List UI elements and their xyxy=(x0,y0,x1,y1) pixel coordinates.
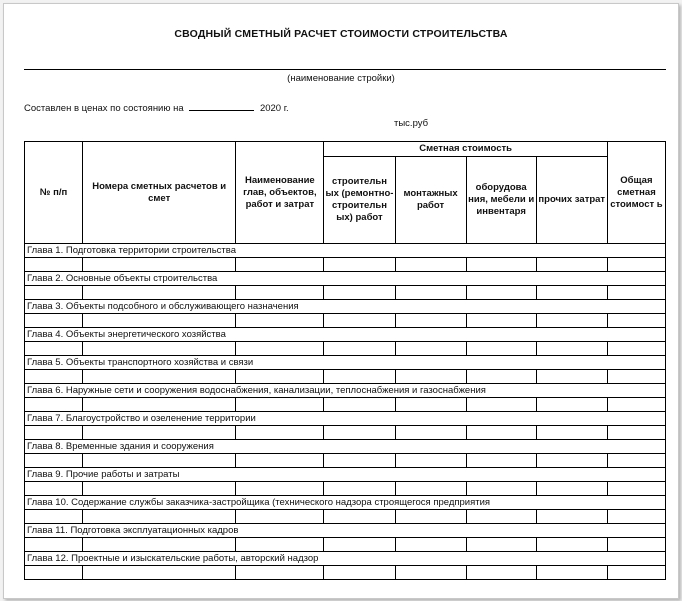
chapter-data-row xyxy=(25,566,666,580)
price-date-year: 2020 г. xyxy=(259,103,289,114)
table-cell[interactable] xyxy=(83,566,236,580)
chapter-data-row xyxy=(25,510,666,524)
project-name-line xyxy=(24,69,666,70)
chapter-row xyxy=(25,440,666,454)
chapter-title: Глава 8. Временные здания и сооружения xyxy=(25,440,666,454)
table-cell[interactable] xyxy=(395,566,466,580)
table-cell[interactable] xyxy=(536,482,607,496)
table-cell[interactable] xyxy=(236,454,324,468)
table-cell[interactable] xyxy=(536,314,607,328)
table-cell[interactable] xyxy=(83,426,236,440)
chapter-data-row xyxy=(25,370,666,384)
table-cell[interactable] xyxy=(83,342,236,356)
table-cell[interactable] xyxy=(25,454,83,468)
chapter-row xyxy=(25,552,666,566)
table-cell[interactable] xyxy=(25,398,83,412)
table-cell[interactable] xyxy=(395,510,466,524)
table-cell[interactable] xyxy=(324,370,395,384)
table-cell[interactable] xyxy=(83,286,236,300)
header-installation: монтажных работ xyxy=(395,157,466,244)
table-cell[interactable] xyxy=(607,314,665,328)
table-cell[interactable] xyxy=(607,426,665,440)
table-cell[interactable] xyxy=(236,482,324,496)
table-cell[interactable] xyxy=(536,426,607,440)
table-cell[interactable] xyxy=(536,286,607,300)
chapter-data-row xyxy=(25,454,666,468)
table-cell[interactable] xyxy=(236,426,324,440)
table-cell[interactable] xyxy=(324,426,395,440)
chapter-data-row xyxy=(25,342,666,356)
table-cell[interactable] xyxy=(324,538,395,552)
table-cell[interactable] xyxy=(395,426,466,440)
table-cell[interactable] xyxy=(25,482,83,496)
table-cell[interactable] xyxy=(83,538,236,552)
table-cell[interactable] xyxy=(607,398,665,412)
table-cell[interactable] xyxy=(236,398,324,412)
table-cell[interactable] xyxy=(536,454,607,468)
header-estimates: Номера сметных расчетов и смет xyxy=(83,142,236,244)
table-cell[interactable] xyxy=(236,510,324,524)
chapter-row xyxy=(25,244,666,258)
table-cell[interactable] xyxy=(324,314,395,328)
table-cell[interactable] xyxy=(395,482,466,496)
table-cell[interactable] xyxy=(83,314,236,328)
table-cell[interactable] xyxy=(607,342,665,356)
chapter-row xyxy=(25,384,666,398)
project-name-caption: (наименование стройки) xyxy=(287,73,395,84)
table-cell[interactable] xyxy=(395,454,466,468)
table-cell[interactable] xyxy=(83,258,236,272)
chapter-data-row xyxy=(25,286,666,300)
table-cell[interactable] xyxy=(466,454,536,468)
table-cell[interactable] xyxy=(25,258,83,272)
chapter-data-row xyxy=(25,426,666,440)
table-cell[interactable] xyxy=(466,286,536,300)
table-cell[interactable] xyxy=(83,510,236,524)
table-cell[interactable] xyxy=(324,566,395,580)
table-cell[interactable] xyxy=(324,398,395,412)
estimate-table xyxy=(24,141,666,580)
table-cell[interactable] xyxy=(466,482,536,496)
chapter-row xyxy=(25,412,666,426)
table-cell[interactable] xyxy=(236,342,324,356)
table-cell[interactable] xyxy=(607,482,665,496)
table-cell[interactable] xyxy=(607,258,665,272)
table-cell[interactable] xyxy=(536,566,607,580)
table-cell[interactable] xyxy=(236,314,324,328)
header-name: Наименование глав, объектов, работ и затрат xyxy=(236,142,324,244)
table-cell[interactable] xyxy=(466,370,536,384)
header-equipment: оборудова ния, мебели и инвентаря xyxy=(466,157,536,244)
table-cell[interactable] xyxy=(607,538,665,552)
header-total: Общая сметная стоимост ь xyxy=(607,142,665,244)
table-cell[interactable] xyxy=(324,454,395,468)
table-cell[interactable] xyxy=(395,314,466,328)
header-cost-group: Сметная стоимость xyxy=(324,142,607,157)
header-num: № п/п xyxy=(25,142,83,244)
table-cell[interactable] xyxy=(324,482,395,496)
table-cell[interactable] xyxy=(536,342,607,356)
table-cell[interactable] xyxy=(395,398,466,412)
chapter-title: Глава 9. Прочие работы и затраты xyxy=(25,468,666,482)
chapter-title: Глава 12. Проектные и изыскательские работы, авторский надзор xyxy=(25,552,666,566)
header-construction: строительн ых (ремонтно-строительн ых) работ xyxy=(324,157,395,244)
table-cell[interactable] xyxy=(466,426,536,440)
price-date-blank xyxy=(189,101,254,111)
table-cell[interactable] xyxy=(25,314,83,328)
table-cell[interactable] xyxy=(466,342,536,356)
chapter-data-row xyxy=(25,482,666,496)
table-cell[interactable] xyxy=(607,510,665,524)
table-cell[interactable] xyxy=(25,538,83,552)
table-body xyxy=(25,244,666,580)
chapter-title: Глава 11. Подготовка эксплуатационных кадров xyxy=(25,524,666,538)
table-cell[interactable] xyxy=(25,510,83,524)
table-cell[interactable] xyxy=(607,454,665,468)
currency-units: тыс.руб xyxy=(394,118,429,129)
chapter-row xyxy=(25,328,666,342)
chapter-data-row xyxy=(25,398,666,412)
table-cell[interactable] xyxy=(536,370,607,384)
table-cell[interactable] xyxy=(324,286,395,300)
chapter-title: Глава 3. Объекты подсобного и обслуживающего назначения xyxy=(25,300,666,314)
table-cell[interactable] xyxy=(324,510,395,524)
document-title: СВОДНЫЙ СМЕТНЫЙ РАСЧЕТ СТОИМОСТИ СТРОИТЕЛЬСТВА xyxy=(174,28,508,40)
table-cell[interactable] xyxy=(607,370,665,384)
table-cell[interactable] xyxy=(536,538,607,552)
chapter-title: Глава 10. Содержание службы заказчика-застройщика (технического надзора строящегося предприятия xyxy=(25,496,666,510)
chapter-row xyxy=(25,468,666,482)
table-cell[interactable] xyxy=(236,286,324,300)
table-cell[interactable] xyxy=(395,286,466,300)
table-cell[interactable] xyxy=(466,538,536,552)
table-cell[interactable] xyxy=(83,454,236,468)
table-cell[interactable] xyxy=(395,370,466,384)
header-other: прочих затрат xyxy=(536,157,607,244)
chapter-title: Глава 5. Объекты транспортного хозяйства и связи xyxy=(25,356,666,370)
table-cell[interactable] xyxy=(466,314,536,328)
table-cell[interactable] xyxy=(83,482,236,496)
chapter-row xyxy=(25,300,666,314)
table-cell[interactable] xyxy=(536,510,607,524)
estimate-sheet xyxy=(3,3,679,599)
table-cell[interactable] xyxy=(236,538,324,552)
chapter-data-row xyxy=(25,538,666,552)
table-cell[interactable] xyxy=(25,286,83,300)
chapter-row xyxy=(25,356,666,370)
chapter-title: Глава 2. Основные объекты строительства xyxy=(25,272,666,286)
table-cell[interactable] xyxy=(236,566,324,580)
chapter-title: Глава 6. Наружные сети и сооружения водоснабжения, канализации, теплоснабжения и газоснабжения xyxy=(25,384,666,398)
table-cell[interactable] xyxy=(607,286,665,300)
table-cell[interactable] xyxy=(25,342,83,356)
table-cell[interactable] xyxy=(536,398,607,412)
table-cell[interactable] xyxy=(324,342,395,356)
table-cell[interactable] xyxy=(395,258,466,272)
chapter-title: Глава 4. Объекты энергетического хозяйства xyxy=(25,328,666,342)
chapter-title: Глава 1. Подготовка территории строительства xyxy=(25,244,666,258)
table-cell[interactable] xyxy=(395,538,466,552)
table-cell[interactable] xyxy=(466,510,536,524)
price-date-prefix: Составлен в ценах по состоянию на xyxy=(24,103,184,114)
chapter-row xyxy=(25,272,666,286)
table-cell[interactable] xyxy=(236,258,324,272)
table-cell[interactable] xyxy=(324,258,395,272)
table-cell[interactable] xyxy=(83,370,236,384)
table-cell[interactable] xyxy=(25,426,83,440)
price-date-line xyxy=(24,101,289,114)
table-cell[interactable] xyxy=(395,342,466,356)
chapter-row xyxy=(25,524,666,538)
chapter-row xyxy=(25,496,666,510)
table-cell[interactable] xyxy=(236,370,324,384)
chapter-title: Глава 7. Благоустройство и озеленение территории xyxy=(25,412,666,426)
table-cell[interactable] xyxy=(466,398,536,412)
table-cell[interactable] xyxy=(25,370,83,384)
table-cell[interactable] xyxy=(466,566,536,580)
table-cell[interactable] xyxy=(536,258,607,272)
chapter-data-row xyxy=(25,314,666,328)
table-cell[interactable] xyxy=(466,258,536,272)
chapter-data-row xyxy=(25,258,666,272)
table-cell[interactable] xyxy=(25,566,83,580)
table-cell[interactable] xyxy=(607,566,665,580)
table-cell[interactable] xyxy=(83,398,236,412)
